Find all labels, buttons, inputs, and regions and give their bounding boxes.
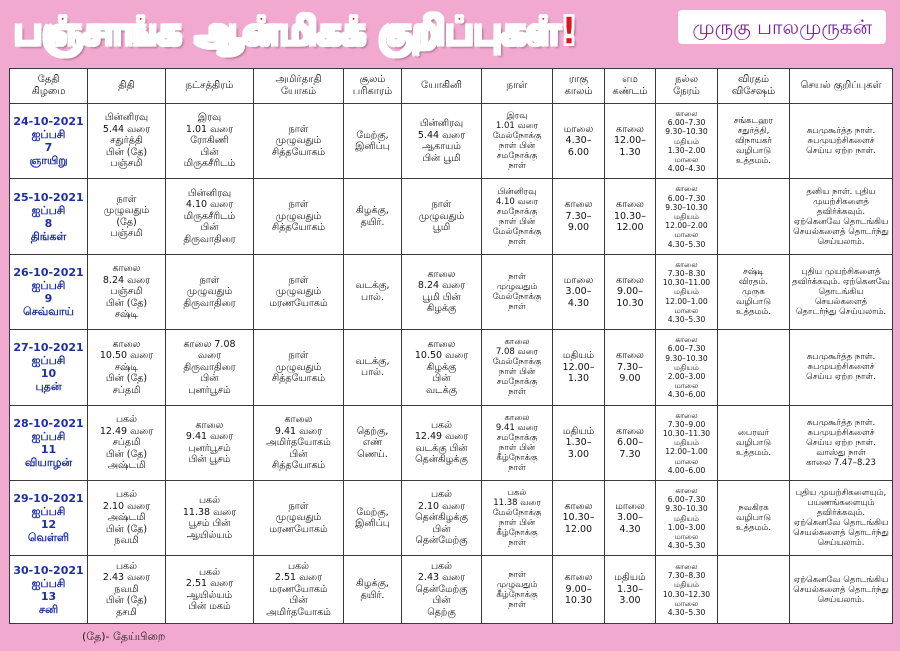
tithi-cell: பகல் 12.49 வரை சப்தமி பின் (தே) அஷ்டமி xyxy=(88,405,166,480)
naal-cell: இரவு 1.01 வரை மேல்நோக்கு நாள் பின் சமநோக்கு நாள் xyxy=(482,104,553,179)
date-cell: 26-10-2021 ஐப்பசி 9 செவ்வாய் xyxy=(10,254,88,329)
naal-cell: பின்னிரவு 4.10 வரை சமநோக்கு நாள் பின் மேல்நோக்கு நாள் xyxy=(482,179,553,254)
tithi-cell: காலை 10.50 வரை சஷ்டி பின் (தே) சப்தமி xyxy=(88,330,166,405)
col-header-date: தேதி கிழமை xyxy=(10,69,88,104)
author-badge: முருகு பாலமுருகன் xyxy=(678,10,886,44)
nakshatra-cell: இரவு 1.01 வரை ரோகிணி பின் மிருகசீரிடம் xyxy=(166,104,254,179)
rahu-kalam-cell: காலை 9.00– 10.30 xyxy=(553,556,605,624)
table-row xyxy=(10,104,893,179)
viratham-cell xyxy=(718,556,790,624)
nakshatra-cell: பகல் 2.51 வரை ஆயில்யம் பின் மகம் xyxy=(166,556,254,624)
col-header-viratham: விரதம் விசேஷம் xyxy=(718,69,790,104)
yogini-cell: நாள் முழுவதும் பூமி xyxy=(402,179,482,254)
table-row xyxy=(10,405,893,480)
yogini-cell: காலை 10.50 வரை கிழக்கு பின் வடக்கு xyxy=(402,330,482,405)
date-cell: 29-10-2021 ஐப்பசி 12 வெள்ளி xyxy=(10,480,88,555)
notes-cell: சுபமுகூர்த்த நாள். சுபமுயற்சிகளைச் செய்ய ஏற்ற நாள். வாஸ்து நாள் காலை 7.47–8.23 xyxy=(790,405,893,480)
table-row xyxy=(10,556,893,624)
notes-cell: புதிய முயற்சிகளையும், பயணங்களையும் தவிர்க்கவும். ஏற்கெனவே தொடங்கிய செயல்களைத் தொடர்ந்து செய்யலாம். xyxy=(790,480,893,555)
ema-kandam-cell: காலை 7.30– 9.00 xyxy=(605,330,656,405)
rahu-kalam-cell: காலை 7.30– 9.00 xyxy=(553,179,605,254)
naal-cell: பகல் 11.38 வரை மேல்நோக்கு நாள் பின் கீழ்நோக்கு நாள் xyxy=(482,480,553,555)
soolam-cell: வடக்கு, பால். xyxy=(344,330,402,405)
naal-cell: நாள் முழுவதும் கீழ்நோக்கு நாள் xyxy=(482,556,553,624)
yogini-cell: பகல் 2.43 வரை தென்மேற்கு பின் தெற்கு xyxy=(402,556,482,624)
nalla-neram-cell: காலை 7.30–9.00 10.30–11.30 மதியம் 12.00–1.00 மாலை 4.00–6.00 xyxy=(656,405,718,480)
rahu-kalam-cell: மதியம் 12.00– 1.30 xyxy=(553,330,605,405)
yogini-cell: காலை 8.24 வரை பூமி பின் கிழக்கு xyxy=(402,254,482,329)
notes-cell: சுபமுகூர்த்த நாள். சுபமுயற்சிகளைச் செய்ய ஏற்ற நாள். xyxy=(790,104,893,179)
page-title: பஞ்சாங்க ஆன்மிகக் குறிப்புகள்! xyxy=(14,9,578,53)
amirtha-yogam-cell: பகல் 2.51 வரை மரணயோகம் பின் அமிர்தயோகம் xyxy=(254,556,344,624)
tithi-cell: பின்னிரவு 5.44 வரை சதுர்த்தி பின் (தே) பஞ்சமி xyxy=(88,104,166,179)
naal-cell: காலை 9.41 வரை சமநோக்கு நாள் பின் கீழ்நோக்கு நாள் xyxy=(482,405,553,480)
naal-cell: காலை 7.08 வரை மேல்நோக்கு நாள் பின் சமநோக்கு நாள் xyxy=(482,330,553,405)
date-cell: 25-10-2021 ஐப்பசி 8 திங்கள் xyxy=(10,179,88,254)
yogini-cell: பின்னிரவு 5.44 வரை ஆகாயம் பின் பூமி xyxy=(402,104,482,179)
nalla-neram-cell: காலை 6.00–7.30 9.30–10.30 மதியம் 1.30–2.00 மாலை 4.00–4.30 xyxy=(656,104,718,179)
nalla-neram-cell: காலை 7.30–8.30 மதியம் 10.30–12.30 மாலை 4.30–5.30 xyxy=(656,556,718,624)
notes-cell: ஏற்கெனவே தொடங்கிய செயல்களைத் தொடர்ந்து செய்யலாம். xyxy=(790,556,893,624)
col-header-nakshatra: நட்சத்திரம் xyxy=(166,69,254,104)
rahu-kalam-cell: மாலை 3.00– 4.30 xyxy=(553,254,605,329)
col-header-rahu-kalam: ராகு காலம் xyxy=(553,69,605,104)
nalla-neram-cell: காலை 6.00–7.30 9.30–10.30 மதியம் 1.00–3.00 மாலை 4.30–5.30 xyxy=(656,480,718,555)
rahu-kalam-cell: மாலை 4.30– 6.00 xyxy=(553,104,605,179)
date-cell: 30-10-2021 ஐப்பசி 13 சனி xyxy=(10,556,88,624)
table-row xyxy=(10,254,893,329)
amirtha-yogam-cell: நாள் முழுவதும் மரணயோகம் xyxy=(254,480,344,555)
nakshatra-cell: காலை 7.08 வரை திருவாதிரை பின் புனர்பூசம் xyxy=(166,330,254,405)
table-row xyxy=(10,330,893,405)
panchangam-table-wrapper xyxy=(9,68,892,624)
table-body xyxy=(10,104,893,624)
col-header-amirtha-yogam: அமிர்தாதி யோகம் xyxy=(254,69,344,104)
soolam-cell: கிழக்கு, தயிர். xyxy=(344,179,402,254)
yogini-cell: பகல் 12.49 வரை வடக்கு பின் தென்கிழக்கு xyxy=(402,405,482,480)
naal-cell: நாள் முழுவதும் மேல்நோக்கு நாள் xyxy=(482,254,553,329)
rahu-kalam-cell: காலை 10.30– 12.00 xyxy=(553,480,605,555)
col-header-ema-kandam: எம கண்டம் xyxy=(605,69,656,104)
viratham-cell: நவகிரக வழிபாடு உத்தமம். xyxy=(718,480,790,555)
tithi-cell: பகல் 2.43 வரை நவமி பின் (தே) தசமி xyxy=(88,556,166,624)
tithi-cell: நாள் முழுவதும் (தே) பஞ்சமி xyxy=(88,179,166,254)
ema-kandam-cell: மதியம் 1.30– 3.00 xyxy=(605,556,656,624)
yogini-cell: பகல் 2.10 வரை தென்கிழக்கு பின் தென்மேற்கு xyxy=(402,480,482,555)
table-row xyxy=(10,179,893,254)
date-cell: 24-10-2021 ஐப்பசி 7 ஞாயிறு xyxy=(10,104,88,179)
table-row xyxy=(10,480,893,555)
col-header-notes: செயல் குறிப்புகள் xyxy=(790,69,893,104)
ema-kandam-cell: மாலை 3.00– 4.30 xyxy=(605,480,656,555)
col-header-soolam: சூலம் பரிகாரம் xyxy=(344,69,402,104)
header-row xyxy=(10,69,893,104)
tithi-cell: பகல் 2.10 வரை அஷ்டமி பின் (தே) நவமி xyxy=(88,480,166,555)
footnote: (தே)- தேய்பிறை xyxy=(82,630,166,643)
viratham-cell: பைரவர் வழிபாடு உத்தமம். xyxy=(718,405,790,480)
date-cell: 27-10-2021 ஐப்பசி 10 புதன் xyxy=(10,330,88,405)
amirtha-yogam-cell: நாள் முழுவதும் மரணயோகம் xyxy=(254,254,344,329)
soolam-cell: தெற்கு, எண் ணெய். xyxy=(344,405,402,480)
viratham-cell xyxy=(718,330,790,405)
notes-cell: சுபமுகூர்த்த நாள். சுபமுயற்சிகளைச் செய்ய ஏற்ற நாள். xyxy=(790,330,893,405)
col-header-nalla-neram: நல்ல நேரம் xyxy=(656,69,718,104)
ema-kandam-cell: காலை 10.30– 12.00 xyxy=(605,179,656,254)
ema-kandam-cell: காலை 9.00– 10.30 xyxy=(605,254,656,329)
amirtha-yogam-cell: நாள் முழுவதும் சித்தயோகம் xyxy=(254,330,344,405)
header xyxy=(0,0,900,62)
soolam-cell: மேற்கு, இனிப்பு xyxy=(344,104,402,179)
viratham-cell: சஷ்டி விரதம். முருக வழிபாடு உத்தமம். xyxy=(718,254,790,329)
tithi-cell: காலை 8.24 வரை பஞ்சமி பின் (தே) சஷ்டி xyxy=(88,254,166,329)
amirtha-yogam-cell: நாள் முழுவதும் சித்தயோகம் xyxy=(254,104,344,179)
notes-cell: தனிய நாள். புதிய முயற்சிகளைத் தவிர்க்கவும். ஏற்கெனவே தொடங்கிய செயல்களைத் தொடர்ந்து செய்யலாம். xyxy=(790,179,893,254)
viratham-cell xyxy=(718,179,790,254)
soolam-cell: கிழக்கு, தயிர். xyxy=(344,556,402,624)
col-header-naal: நாள் xyxy=(482,69,553,104)
nakshatra-cell: நாள் முழுவதும் திருவாதிரை xyxy=(166,254,254,329)
nakshatra-cell: காலை 9.41 வரை புனர்பூசம் பின் பூசம் xyxy=(166,405,254,480)
nakshatra-cell: பின்னிரவு 4.10 வரை மிருகசீரிடம் பின் திருவாதிரை xyxy=(166,179,254,254)
notes-cell: புதிய முயற்சிகளைத் தவிர்க்கவும். ஏற்கெனவே தொடங்கிய செயல்களைத் தொடர்ந்து செய்யலாம். xyxy=(790,254,893,329)
viratham-cell: சங்கடஹர சதுர்த்தி, விநாயகர் வழிபாடு உத்தமம். xyxy=(718,104,790,179)
rahu-kalam-cell: மதியம் 1.30– 3.00 xyxy=(553,405,605,480)
ema-kandam-cell: காலை 12.00– 1.30 xyxy=(605,104,656,179)
soolam-cell: வடக்கு, பால். xyxy=(344,254,402,329)
soolam-cell: மேற்கு, இனிப்பு xyxy=(344,480,402,555)
nalla-neram-cell: காலை 7.30–8.30 10.30–11.00 மதியம் 12.00–1.00 மாலை 4.30–5.30 xyxy=(656,254,718,329)
nalla-neram-cell: காலை 6.00–7.30 9.30–10.30 மதியம் 2.00–3.00 மாலை 4.30–6.00 xyxy=(656,330,718,405)
nakshatra-cell: பகல் 11.38 வரை பூசம் பின் ஆயில்யம் xyxy=(166,480,254,555)
amirtha-yogam-cell: காலை 9.41 வரை அமிர்தயோகம் பின் சித்தயோகம் xyxy=(254,405,344,480)
amirtha-yogam-cell: நாள் முழுவதும் சித்தயோகம் xyxy=(254,179,344,254)
nalla-neram-cell: காலை 6.00–7.30 9.30–10.30 மதியம் 12.00–2.00 மாலை 4.30–5.30 xyxy=(656,179,718,254)
col-header-tithi: திதி xyxy=(88,69,166,104)
ema-kandam-cell: காலை 6.00– 7.30 xyxy=(605,405,656,480)
date-cell: 28-10-2021 ஐப்பசி 11 வியாழன் xyxy=(10,405,88,480)
panchangam-table xyxy=(9,68,893,624)
col-header-yogini: யோகினி xyxy=(402,69,482,104)
